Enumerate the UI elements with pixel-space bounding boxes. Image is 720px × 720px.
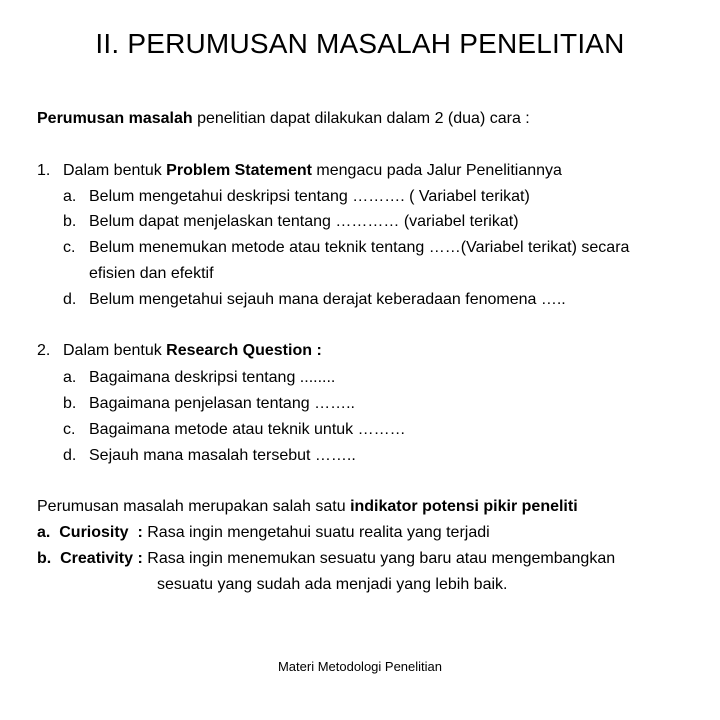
closing-pre: Perumusan masalah merupakan salah satu bbox=[37, 498, 351, 515]
intro-text: penelitian dapat dilakukan dalam 2 (dua) cara : bbox=[192, 110, 530, 127]
item-text: Bagaimana deskripsi tentang ........ bbox=[89, 369, 336, 386]
list-item bbox=[63, 368, 335, 388]
item-text: Belum dapat menjelaskan tentang ………… (variabel terikat) bbox=[89, 213, 519, 230]
item-letter: a. bbox=[63, 369, 77, 386]
item-letter: b. bbox=[63, 213, 77, 230]
item-letter: d. bbox=[63, 291, 77, 308]
section1-heading bbox=[37, 161, 562, 181]
item-text: Bagaimana penjelasan tentang …….. bbox=[89, 395, 355, 412]
item-letter: b. bbox=[63, 395, 77, 412]
section2-pre: Dalam bentuk bbox=[63, 342, 167, 359]
section2-bold: Research Question : bbox=[166, 342, 322, 359]
closing-bold: indikator potensi pikir peneliti bbox=[350, 498, 578, 515]
section2-number: 2. bbox=[37, 342, 51, 359]
section2-heading bbox=[37, 341, 322, 361]
definition-label: a. Curiosity : bbox=[37, 524, 143, 541]
item-letter: c. bbox=[63, 421, 76, 438]
slide-footer: Materi Metodologi Penelitian bbox=[277, 659, 443, 674]
section1-pre: Dalam bentuk bbox=[63, 162, 167, 179]
definition-item bbox=[37, 549, 615, 569]
intro-line bbox=[37, 109, 530, 129]
section1-post: mengacu pada Jalur Penelitiannya bbox=[311, 162, 562, 179]
item-text: Sejauh mana masalah tersebut …….. bbox=[89, 447, 356, 464]
item-text: Belum mengetahui sejauh mana derajat keberadaan fenomena ….. bbox=[89, 291, 566, 308]
definition-text: Rasa ingin menemukan sesuatu yang baru atau mengembangkan bbox=[142, 550, 616, 567]
definition-label: b. Creativity : bbox=[37, 550, 143, 567]
definition-continuation: sesuatu yang sudah ada menjadi yang lebih baik. bbox=[157, 576, 508, 593]
list-item bbox=[63, 212, 519, 232]
list-item bbox=[63, 238, 629, 258]
item-text: Bagaimana metode atau teknik untuk ……… bbox=[89, 421, 406, 438]
item-text: Belum menemukan metode atau teknik tentang ……(Variabel terikat) secara bbox=[89, 239, 630, 256]
item-text: Belum mengetahui deskripsi tentang ………. ( Variabel terikat) bbox=[89, 188, 530, 205]
list-item bbox=[63, 290, 566, 310]
section1-number: 1. bbox=[37, 162, 51, 179]
item-letter: a. bbox=[63, 188, 77, 205]
list-item bbox=[63, 420, 406, 440]
definition-item bbox=[37, 523, 490, 543]
section1-bold: Problem Statement bbox=[166, 162, 312, 179]
intro-bold: Perumusan masalah bbox=[37, 110, 193, 127]
list-item bbox=[63, 394, 355, 414]
item-letter: d. bbox=[63, 447, 77, 464]
list-item bbox=[63, 446, 356, 466]
definition-text: Rasa ingin mengetahui suatu realita yang terjadi bbox=[142, 524, 490, 541]
slide-title: II. PERUMUSAN MASALAH PENELITIAN bbox=[95, 28, 625, 59]
item-letter: c. bbox=[63, 239, 76, 256]
closing-line bbox=[37, 497, 578, 517]
list-item bbox=[63, 187, 530, 207]
list-item-continuation: efisien dan efektif bbox=[89, 265, 214, 282]
